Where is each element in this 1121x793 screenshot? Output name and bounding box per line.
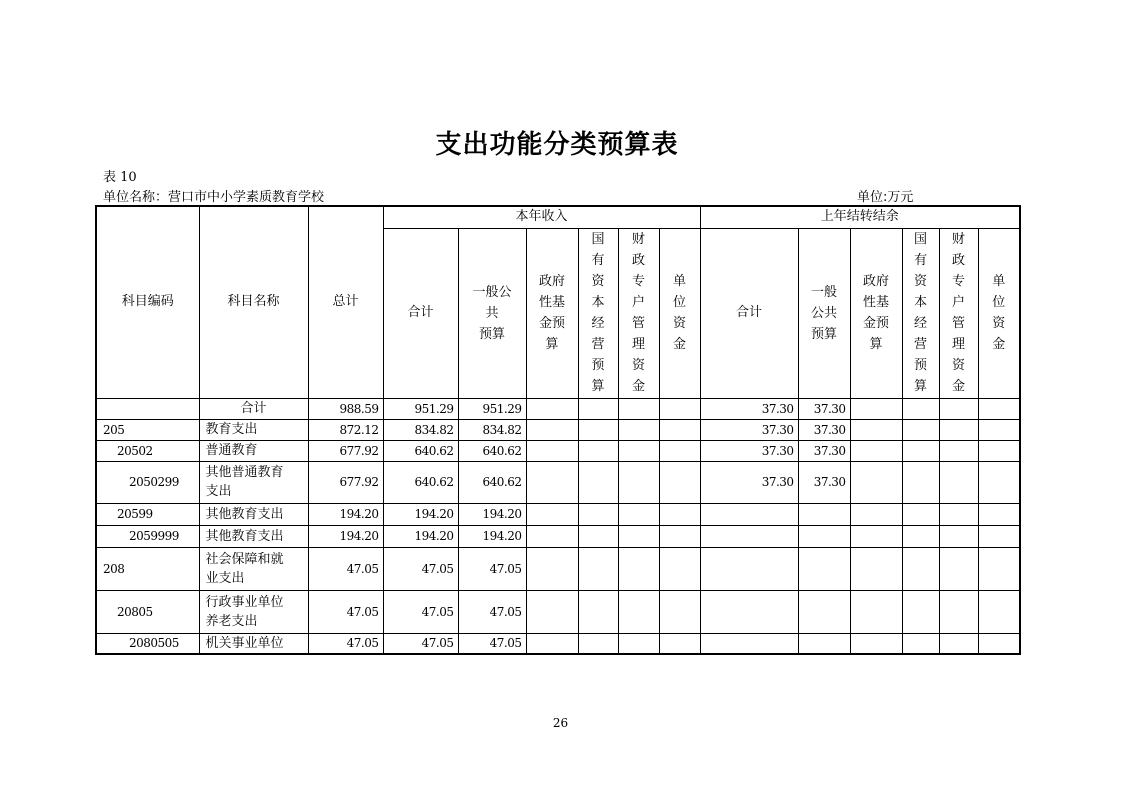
header-char: 金 xyxy=(992,337,1006,352)
row-cell-empty xyxy=(978,547,1020,590)
row-name-line: 养老支出 xyxy=(205,613,258,629)
header-current-year: 本年收入 xyxy=(383,206,700,228)
row-cell-empty xyxy=(618,419,659,440)
row-cell-empty xyxy=(939,503,978,525)
page-number: 26 xyxy=(552,716,569,730)
row-cy-total: 47.05 xyxy=(383,633,458,654)
header-char: 经 xyxy=(591,316,605,331)
header-name: 科目名称 xyxy=(199,206,308,398)
header-char: 理 xyxy=(631,337,645,352)
header-char: 资 xyxy=(992,316,1006,331)
row-cell-empty xyxy=(850,525,902,547)
row-py-total: 37.30 xyxy=(700,440,798,461)
row-name: 普通教育 xyxy=(199,440,308,461)
row-py-general xyxy=(798,633,850,654)
row-py-general xyxy=(798,547,850,590)
row-name: 机关事业单位 xyxy=(199,633,308,654)
row-py-general: 37.30 xyxy=(798,419,850,440)
row-total: 194.20 xyxy=(308,525,383,547)
header-cy-gov-line: 性基 xyxy=(538,295,565,310)
row-cell-empty xyxy=(939,440,978,461)
row-cell-empty xyxy=(850,461,902,503)
header-py-general-line: 公共 xyxy=(811,305,838,321)
row-py-total xyxy=(700,525,798,547)
row-cell-empty xyxy=(978,590,1020,633)
row-name: 其他教育支出 xyxy=(199,503,308,525)
row-name: 合计 xyxy=(199,398,308,419)
header-char: 有 xyxy=(591,253,605,268)
row-cell-empty xyxy=(526,461,578,503)
header-char: 算 xyxy=(914,379,928,394)
row-cell-empty xyxy=(939,590,978,633)
row-py-total: 37.30 xyxy=(700,398,798,419)
row-cell-empty xyxy=(526,633,578,654)
table-row xyxy=(96,590,1020,633)
row-code: 20502 xyxy=(96,440,199,461)
row-cell-empty xyxy=(902,461,939,503)
table-row xyxy=(96,547,1020,590)
header-char: 资 xyxy=(631,358,645,373)
row-total: 194.20 xyxy=(308,503,383,525)
row-name-line: 支出 xyxy=(205,484,232,499)
header-py-gov-line: 性基 xyxy=(863,295,890,310)
header-char: 有 xyxy=(914,253,928,268)
row-cy-general: 834.82 xyxy=(458,419,526,440)
header-char: 预 xyxy=(914,358,928,373)
row-cell-empty xyxy=(618,590,659,633)
row-cell-empty xyxy=(659,633,700,654)
row-cell-empty xyxy=(578,398,618,419)
header-cy-unit-funds xyxy=(659,228,700,398)
row-cell-empty xyxy=(939,419,978,440)
row-cell-empty xyxy=(902,503,939,525)
row-cell-empty xyxy=(978,440,1020,461)
header-char: 户 xyxy=(631,295,645,310)
row-cell-empty xyxy=(850,503,902,525)
header-py-unit-funds xyxy=(978,228,1020,398)
row-py-total: 37.30 xyxy=(700,461,798,503)
row-cell-empty xyxy=(526,590,578,633)
row-cy-general: 194.20 xyxy=(458,503,526,525)
header-char: 政 xyxy=(631,253,645,268)
row-total: 988.59 xyxy=(308,398,383,419)
row-cy-total: 194.20 xyxy=(383,503,458,525)
header-py-subtotal: 合计 xyxy=(700,228,798,398)
row-py-total xyxy=(700,633,798,654)
row-cell-empty xyxy=(978,503,1020,525)
row-cell-empty xyxy=(578,461,618,503)
row-cell-empty xyxy=(526,419,578,440)
row-py-general xyxy=(798,503,850,525)
row-name xyxy=(199,461,308,503)
header-char: 资 xyxy=(673,316,687,331)
table-row xyxy=(96,440,1020,461)
table-row xyxy=(96,461,1020,503)
header-cy-gov-fund xyxy=(526,228,578,398)
row-cell-empty xyxy=(578,590,618,633)
row-cell-empty xyxy=(618,633,659,654)
header-cy-gov-line: 算 xyxy=(545,337,559,352)
header-py-general xyxy=(798,228,850,398)
row-cell-empty xyxy=(526,525,578,547)
header-char: 专 xyxy=(631,274,645,289)
header-cy-gov-line: 金预 xyxy=(538,316,565,331)
row-py-total xyxy=(700,590,798,633)
row-name: 教育支出 xyxy=(199,419,308,440)
header-cy-subtotal: 合计 xyxy=(383,228,458,398)
row-cy-general: 951.29 xyxy=(458,398,526,419)
header-cy-soe xyxy=(578,228,618,398)
row-cell-empty xyxy=(659,525,700,547)
header-char: 单 xyxy=(673,274,687,289)
row-name-line: 行政事业单位 xyxy=(205,594,284,610)
row-cy-total: 47.05 xyxy=(383,590,458,633)
row-py-general xyxy=(798,525,850,547)
budget-table xyxy=(95,205,1021,655)
row-cell-empty xyxy=(618,398,659,419)
header-char: 财 xyxy=(631,232,645,247)
row-cell-empty xyxy=(939,525,978,547)
row-cell-empty xyxy=(850,633,902,654)
header-char: 财 xyxy=(952,232,966,247)
row-cell-empty xyxy=(578,525,618,547)
row-name xyxy=(199,547,308,590)
row-cell-empty xyxy=(526,503,578,525)
row-code: 205 xyxy=(96,419,199,440)
row-cy-total: 47.05 xyxy=(383,547,458,590)
header-char: 预 xyxy=(591,358,605,373)
header-py-general-line: 一般 xyxy=(811,284,838,300)
header-py-gov-line: 政府 xyxy=(863,274,890,289)
page-title: 支出功能分类预算表 xyxy=(435,130,679,160)
row-cell-empty xyxy=(902,590,939,633)
row-cell-empty xyxy=(850,547,902,590)
row-cell-empty xyxy=(618,503,659,525)
row-cy-general: 194.20 xyxy=(458,525,526,547)
header-py-special xyxy=(939,228,978,398)
row-cy-general: 47.05 xyxy=(458,633,526,654)
table-number: 表 10 xyxy=(103,170,137,185)
row-total: 677.92 xyxy=(308,461,383,503)
header-char: 金 xyxy=(631,379,645,394)
header-char: 管 xyxy=(952,316,966,331)
row-cell-empty xyxy=(939,461,978,503)
row-code: 20599 xyxy=(96,503,199,525)
row-cell-empty xyxy=(659,547,700,590)
header-char: 金 xyxy=(952,379,966,394)
row-total: 677.92 xyxy=(308,440,383,461)
header-cy-general-line: 共 xyxy=(485,305,499,321)
header-char: 资 xyxy=(914,274,928,289)
table-row xyxy=(96,398,1020,419)
table-row xyxy=(96,419,1020,440)
header-char: 资 xyxy=(952,358,966,373)
row-cell-empty xyxy=(618,440,659,461)
row-code xyxy=(96,398,199,419)
row-cell-empty xyxy=(850,398,902,419)
header-char: 户 xyxy=(952,295,966,310)
header-cy-general xyxy=(458,228,526,398)
header-char: 政 xyxy=(952,253,966,268)
row-code: 20805 xyxy=(96,590,199,633)
row-cell-empty xyxy=(659,461,700,503)
row-cell-empty xyxy=(578,503,618,525)
header-char: 营 xyxy=(914,337,928,352)
row-cell-empty xyxy=(526,440,578,461)
row-code: 2050299 xyxy=(96,461,199,503)
row-cell-empty xyxy=(618,525,659,547)
row-cell-empty xyxy=(978,461,1020,503)
header-cy-gov-line: 政府 xyxy=(538,274,565,289)
header-char: 位 xyxy=(992,295,1006,310)
row-cy-general: 47.05 xyxy=(458,590,526,633)
row-name xyxy=(199,590,308,633)
row-cy-total: 194.20 xyxy=(383,525,458,547)
unit-name-label: 单位名称：营口市中小学素质教育学校 xyxy=(103,190,325,205)
header-char: 本 xyxy=(591,295,605,310)
row-total: 47.05 xyxy=(308,547,383,590)
row-cell-empty xyxy=(659,590,700,633)
row-py-general xyxy=(798,590,850,633)
header-row-groups xyxy=(96,206,1020,228)
row-cell-empty xyxy=(978,633,1020,654)
row-cell-empty xyxy=(902,440,939,461)
row-py-total: 37.30 xyxy=(700,419,798,440)
header-cy-special xyxy=(618,228,659,398)
header-char: 单 xyxy=(992,274,1006,289)
row-cell-empty xyxy=(618,461,659,503)
row-cell-empty xyxy=(578,633,618,654)
row-cy-general: 640.62 xyxy=(458,461,526,503)
row-cell-empty xyxy=(526,547,578,590)
row-cell-empty xyxy=(978,398,1020,419)
row-cell-empty xyxy=(659,419,700,440)
row-total: 47.05 xyxy=(308,590,383,633)
header-py-gov-fund xyxy=(850,228,902,398)
header-char: 国 xyxy=(591,232,605,247)
row-name-line: 业支出 xyxy=(205,570,245,586)
row-cell-empty xyxy=(578,440,618,461)
row-cy-general: 640.62 xyxy=(458,440,526,461)
row-cell-empty xyxy=(902,419,939,440)
header-py-soe xyxy=(902,228,939,398)
row-total: 872.12 xyxy=(308,419,383,440)
row-cell-empty xyxy=(850,419,902,440)
header-prior-year: 上年结转结余 xyxy=(700,206,1020,228)
row-py-general: 37.30 xyxy=(798,398,850,419)
header-char: 算 xyxy=(591,379,605,394)
row-cell-empty xyxy=(618,547,659,590)
row-cell-empty xyxy=(978,419,1020,440)
row-cell-empty xyxy=(939,398,978,419)
header-code: 科目编码 xyxy=(96,206,199,398)
row-cy-total: 640.62 xyxy=(383,461,458,503)
row-cell-empty xyxy=(850,440,902,461)
header-cy-general-line: 一般公 xyxy=(472,284,512,300)
row-code: 2059999 xyxy=(96,525,199,547)
row-cell-empty xyxy=(578,419,618,440)
row-cell-empty xyxy=(902,398,939,419)
header-char: 国 xyxy=(914,232,928,247)
table-row xyxy=(96,633,1020,654)
header-char: 资 xyxy=(591,274,605,289)
header-char: 理 xyxy=(952,337,966,352)
header-py-gov-line: 算 xyxy=(869,337,883,352)
row-cy-total: 834.82 xyxy=(383,419,458,440)
header-py-gov-line: 金预 xyxy=(863,316,890,331)
row-cell-empty xyxy=(902,525,939,547)
header-py-general-line: 预算 xyxy=(811,326,838,342)
header-char: 管 xyxy=(631,316,645,331)
row-cell-empty xyxy=(578,547,618,590)
header-char: 经 xyxy=(914,316,928,331)
row-code: 2080505 xyxy=(96,633,199,654)
row-cell-empty xyxy=(526,398,578,419)
currency-unit-label: 单位:万元 xyxy=(857,190,914,205)
row-cy-total: 640.62 xyxy=(383,440,458,461)
row-total: 47.05 xyxy=(308,633,383,654)
header-char: 营 xyxy=(591,337,605,352)
row-py-general: 37.30 xyxy=(798,440,850,461)
header-cy-general-line: 预算 xyxy=(478,326,505,342)
row-cell-empty xyxy=(659,503,700,525)
row-cell-empty xyxy=(850,590,902,633)
row-cy-total: 951.29 xyxy=(383,398,458,419)
row-name: 其他教育支出 xyxy=(199,525,308,547)
row-py-total xyxy=(700,547,798,590)
header-char: 本 xyxy=(914,295,928,310)
table-row xyxy=(96,525,1020,547)
row-cell-empty xyxy=(939,547,978,590)
row-name-line: 其他普通教育 xyxy=(205,465,284,480)
row-cell-empty xyxy=(939,633,978,654)
header-char: 专 xyxy=(952,274,966,289)
header-char: 金 xyxy=(673,337,687,352)
row-cell-empty xyxy=(978,525,1020,547)
row-py-general: 37.30 xyxy=(798,461,850,503)
row-cell-empty xyxy=(902,547,939,590)
row-cell-empty xyxy=(902,633,939,654)
row-py-total xyxy=(700,503,798,525)
row-cell-empty xyxy=(659,398,700,419)
header-char: 位 xyxy=(673,295,687,310)
row-code: 208 xyxy=(96,547,199,590)
row-name-line: 社会保障和就 xyxy=(205,551,284,567)
row-cy-general: 47.05 xyxy=(458,547,526,590)
table-row xyxy=(96,503,1020,525)
header-total: 总计 xyxy=(308,206,383,398)
row-cell-empty xyxy=(659,440,700,461)
